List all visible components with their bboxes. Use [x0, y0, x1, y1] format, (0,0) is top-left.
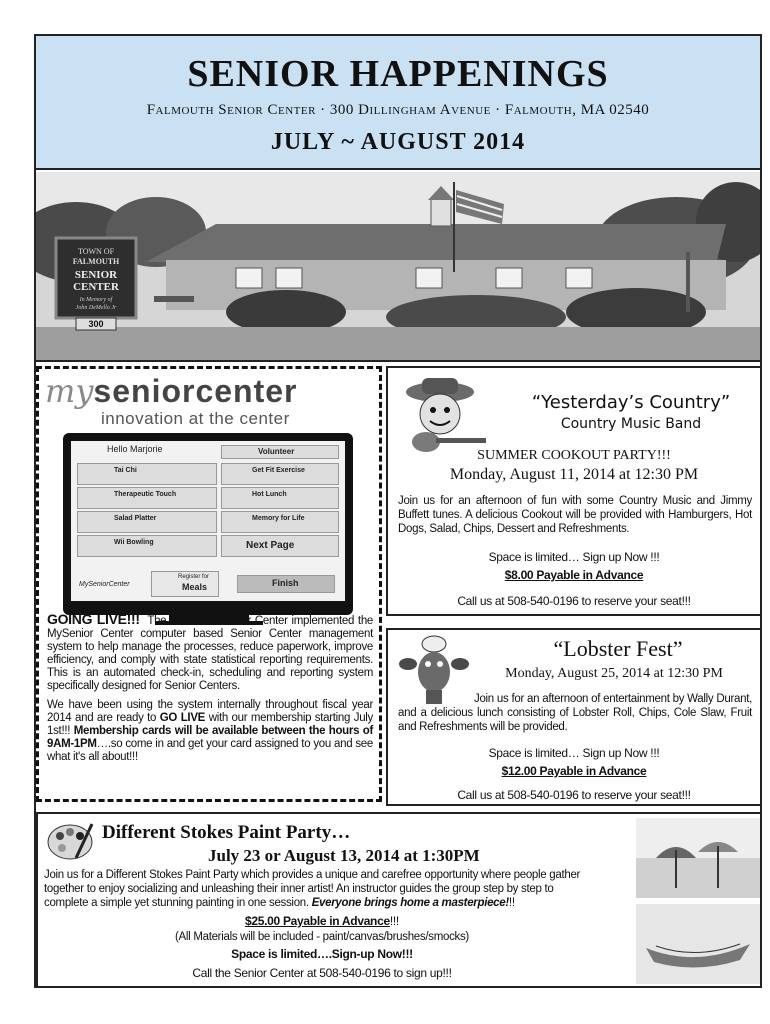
paint-body: Join us for a Different Stokes Paint Party which provides a unique and carefree opportunity where people gather together to enjoy socializing and unleashing their inner artist! An instructor guides the group step by step to complete a simple yet stunning painting in one session. [44, 869, 581, 909]
paint-price-line [44, 914, 600, 928]
building-illustration [36, 172, 760, 360]
newsletter-title: SENIOR HAPPENINGS [187, 53, 609, 95]
computer-monitor [63, 433, 353, 615]
country-subtitle: Country Music Band [560, 416, 702, 432]
screen-hot-lunch: Hot Lunch [252, 491, 287, 498]
sign-text-5: In Memory of [79, 297, 113, 303]
country-limited: Space is limited… Sign up Now !!! [488, 550, 660, 564]
paint-body-end: !! [508, 897, 515, 909]
screen-wii: Wii Bowling [114, 539, 154, 546]
salad-tile [77, 511, 217, 533]
newsletter-header [36, 36, 760, 170]
country-description: Join us for an afternoon of fun with some Country Music and Jimmy Buffett tunes. A delicious Cookout will be provided with Hamburgers, Hot Dogs, Salad, Chips, Dessert and Refreshments. [398, 495, 752, 535]
hot-lunch-tile [221, 487, 339, 509]
lobster-date: Monday, August 25, 2014 at 12:30 PM [505, 666, 723, 681]
paint-materials: (All Materials will be included - paint/canvas/brushes/smocks) [175, 931, 469, 943]
tai-chi-tile [77, 463, 217, 485]
paint-price: $25.00 Payable in Advance [245, 914, 390, 928]
mysenior-tagline: innovation at the center [101, 409, 290, 428]
membership-hours: Membership cards will be available between the hours of 9AM-1PM [47, 725, 373, 750]
screen-meals: Meals [182, 582, 208, 592]
going-live-article [47, 613, 373, 770]
sign-text-6: John DeMello Jr [75, 305, 117, 311]
next-page-tile [221, 535, 339, 557]
country-price: $8.00 Payable in Advance [504, 568, 644, 582]
mysenior-center-logo [45, 373, 375, 409]
paint-palette-icon [46, 818, 96, 862]
going-live-para1: The Falmouth Senior Center implemented the MySenior Center computer based Senior Center management system to help manage the processes, reduce paperwork, improve efficiency, and comply with state statistical reporting requirements. This is an automated check-in, scheduling and reporting system specifically designed for Senior Centers. [47, 615, 374, 692]
lobster-description: Join us for an afternoon of entertainment by Wally Durant, and a delicious lunch consisting of Lobster Roll, Chips, Cole Slaw, Fruit and Refreshments will be provided. [398, 693, 752, 733]
logo-seniorcenter: seniorcenter [93, 373, 298, 409]
country-call: Call us at 508-540-0196 to reserve your seat!!! [457, 594, 691, 608]
lobster-price: $12.00 Payable in Advance [501, 764, 647, 778]
paint-title: Different Stokes Paint Party… [102, 822, 351, 843]
finish-tile [237, 575, 335, 593]
paint-price-end: !!! [389, 914, 399, 928]
country-title: “Yesterday’s Country” [531, 392, 731, 413]
newsletter-address: Falmouth Senior Center · 300 Dillingham Avenue · Falmouth, MA 02540 [146, 102, 650, 118]
mysenior-center-panel [36, 366, 382, 802]
therapeutic-tile [77, 487, 217, 509]
sign-text-1: TOWN OF [77, 247, 115, 256]
screen-finish: Finish [272, 578, 299, 588]
senior-center-photo [36, 172, 760, 362]
country-event: SUMMER COOKOUT PARTY!!! [477, 448, 671, 463]
lobster-call: Call us at 508-540-0196 to reserve your seat!!! [457, 788, 691, 802]
meals-tile [151, 571, 219, 597]
sign-text-4: CENTER [73, 281, 119, 293]
screen-tai-chi: Tai Chi [114, 467, 137, 474]
lobster-limited: Space is limited… Sign up Now !!! [488, 746, 660, 760]
logo-my: my [45, 372, 94, 410]
screen-greeting: Hello Marjorie [107, 444, 163, 454]
sign-text-3: SENIOR [74, 269, 118, 281]
paint-call: Call the Senior Center at 508-540-0196 to sign up!!! [192, 966, 452, 980]
fit-tile [221, 463, 339, 485]
screen-salad: Salad Platter [114, 515, 157, 522]
memory-tile [221, 511, 339, 533]
wii-tile [77, 535, 217, 557]
going-live-para2b: with our membership starting July 1st!!! [47, 712, 373, 737]
screen-memory: Memory for Life [252, 515, 305, 522]
paint-date: July 23 or August 13, 2014 at 1:30PM [208, 846, 480, 865]
sign-number: 300 [88, 319, 104, 329]
going-live-heading: GOING LIVE!!! [47, 611, 140, 627]
going-live-para2c: ….so come in and get your card assigned to you and see what it's all about!!! [47, 738, 373, 763]
kiosk-screen [71, 441, 345, 601]
screen-therapeutic: Therapeutic Touch [114, 491, 177, 498]
lobster-event-box [386, 628, 762, 806]
paint-description [44, 868, 600, 910]
screen-logo: MySeniorCenter [79, 581, 130, 588]
country-date: Monday, August 11, 2014 at 12:30 PM [449, 466, 699, 483]
screen-fit: Get Fit Exercise [252, 467, 305, 474]
paint-masterpiece: Everyone brings home a masterpiece! [311, 897, 509, 909]
newsletter-dates: JULY ~ AUGUST 2014 [270, 129, 526, 155]
screen-volunteer: Volunteer [258, 447, 295, 456]
volunteer-tile [221, 445, 339, 459]
sign-text-2: FALMOUTH [72, 257, 120, 266]
going-live-para2a: We have been using the system internally throughout fiscal year 2014 and are ready to [47, 699, 373, 724]
screen-register: Register for [178, 574, 210, 580]
lobster-title: “Lobster Fest” [553, 636, 683, 661]
screen-next: Next Page [246, 540, 295, 551]
go-live-text: GO LIVE [159, 712, 206, 724]
beach-painting-image [636, 818, 760, 984]
country-event-box [386, 366, 762, 616]
paint-limited: Space is limited….Sign-up Now!!! [231, 947, 413, 961]
paint-party-box [36, 812, 762, 988]
